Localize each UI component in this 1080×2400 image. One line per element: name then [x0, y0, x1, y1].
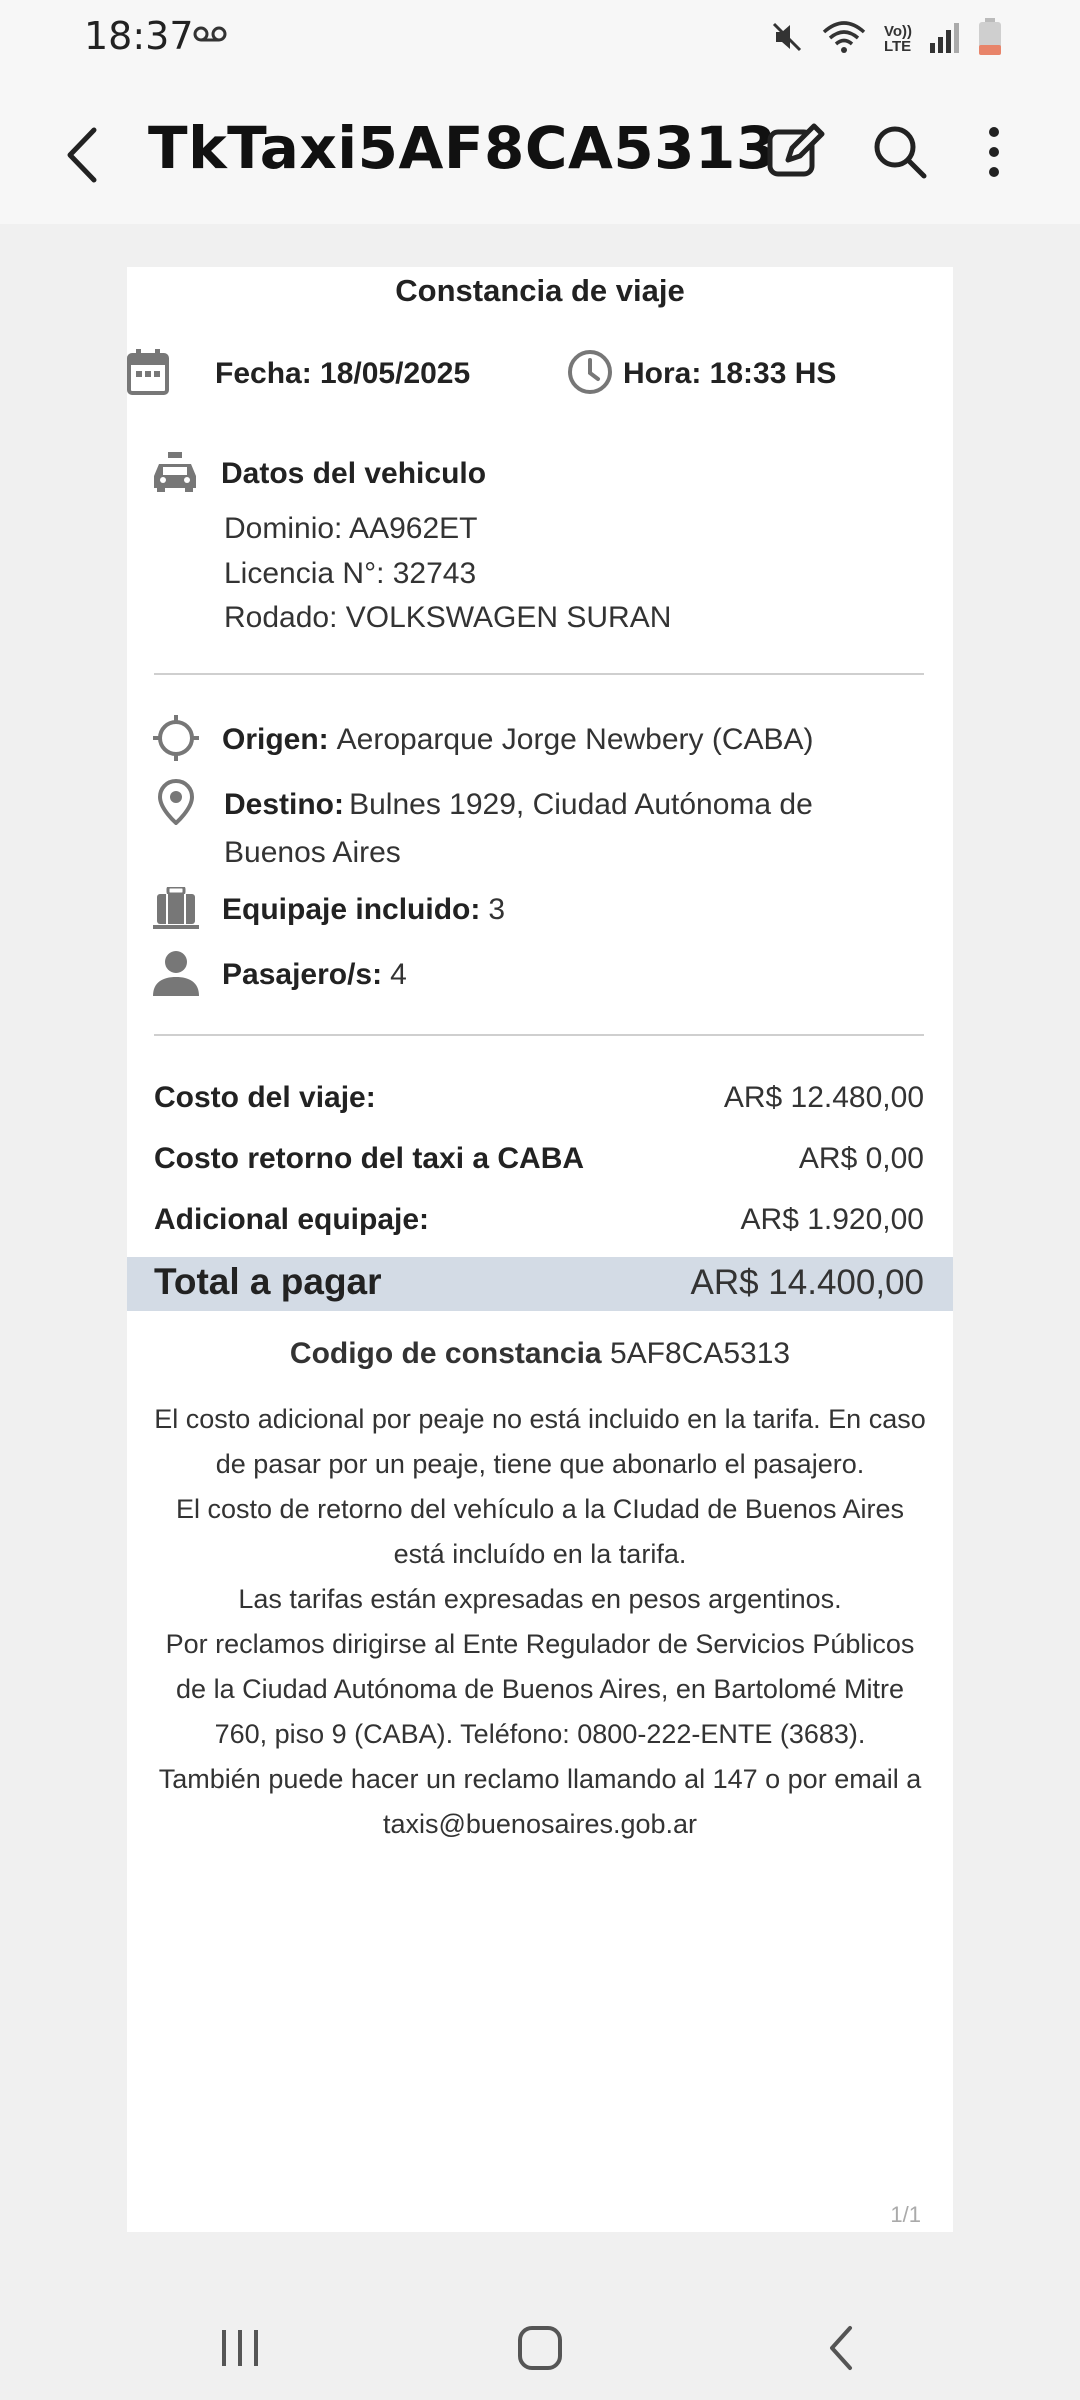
- page-number: 1/1: [890, 2202, 921, 2227]
- wifi-icon: [822, 20, 866, 58]
- time-row: [567, 349, 836, 399]
- lte-icon: [884, 24, 912, 54]
- destination-value-line1: Bulnes 1929, Ciudad Autónoma de: [349, 788, 813, 821]
- document-page: [127, 267, 953, 2232]
- clock-icon: [567, 349, 613, 399]
- vehicle-title-row: [153, 452, 486, 496]
- back-button[interactable]: [56, 120, 116, 190]
- destination-value-line2: Buenos Aires: [224, 836, 401, 869]
- origin-row: [153, 715, 814, 765]
- divider: [154, 673, 924, 675]
- legal-paragraph: El costo de retorno del vehículo a la CIudad de Buenos Aires está incluído en la tarifa.: [176, 1494, 904, 1569]
- trip-time: Hora: 18:33 HS: [623, 357, 837, 390]
- code-label: Codigo de constancia: [289, 1337, 602, 1370]
- vehicle-model: Rodado: VOLKSWAGEN SURAN: [224, 601, 672, 634]
- luggage-row: [153, 887, 505, 933]
- vehicle-license: Licencia N°: 32743: [224, 557, 477, 590]
- luggage-cost-value: AR$ 1.920,00: [740, 1203, 924, 1236]
- code-value: 5AF8CA5313: [609, 1337, 791, 1370]
- voicemail-icon: [192, 24, 228, 48]
- origin-label: Origen:: [222, 723, 329, 756]
- destination-block: [224, 783, 924, 879]
- vehicle-section-title: Datos del vehiculo: [221, 457, 487, 490]
- trip-cost-value: AR$ 12.480,00: [723, 1081, 924, 1114]
- system-navigation-bar: [0, 2290, 1080, 2400]
- nav-back-button[interactable]: [814, 2318, 874, 2378]
- legal-paragraph: El costo adicional por peaje no está incluido en la tarifa. En caso de pasar por un peaje, tiene que abonarlo el pasajero.: [154, 1404, 926, 1479]
- crosshair-icon: [153, 715, 199, 765]
- mute-icon: [770, 20, 804, 58]
- status-icons: [770, 18, 1002, 60]
- calendar-icon: [127, 349, 169, 399]
- lte-label-bottom: LTE: [883, 38, 912, 55]
- edit-button[interactable]: [762, 120, 826, 184]
- luggage-label: Equipaje incluido:: [222, 893, 481, 926]
- total-value: AR$ 14.400,00: [690, 1263, 924, 1302]
- lte-label-top: Vo)): [883, 23, 912, 40]
- legal-paragraph: Por reclamos dirigirse al Ente Regulador de Servicios Públicos de la Ciudad Autónoma de Buenos Aires, en Bartolomé Mitre 760, piso 9 (CABA). Teléfono: 0800-222-ENTE (3683).: [165, 1629, 915, 1749]
- taxi-icon: [153, 452, 197, 496]
- constancia-code: [127, 1337, 953, 1371]
- document-title: TkTaxi5AF8CA5313: [148, 114, 777, 182]
- document-heading: Constancia de viaje: [395, 273, 685, 308]
- passengers-label: Pasajero/s:: [222, 958, 383, 991]
- search-button[interactable]: [868, 120, 932, 184]
- app-toolbar: [0, 80, 1080, 224]
- passengers-row: [153, 950, 407, 1000]
- luggage-cost-label: Adicional equipaje:: [154, 1203, 430, 1236]
- trip-date: Fecha: 18/05/2025: [215, 357, 471, 390]
- status-bar: [0, 0, 1080, 80]
- return-cost-value: AR$ 0,00: [798, 1142, 924, 1175]
- signal-icon: [930, 21, 960, 57]
- total-band: [127, 1257, 953, 1311]
- trip-cost-label: Costo del viaje:: [154, 1081, 376, 1114]
- status-time: 18:37: [84, 14, 194, 58]
- luggage-icon: [153, 887, 199, 933]
- more-options-button[interactable]: [962, 120, 1026, 184]
- vehicle-domain: Dominio: AA962ET: [224, 512, 478, 545]
- origin-value: Aeroparque Jorge Newbery (CABA): [336, 723, 814, 756]
- return-cost-label: Costo retorno del taxi a CABA: [154, 1142, 585, 1175]
- date-row: [127, 349, 470, 399]
- person-icon: [153, 950, 199, 1000]
- legal-notes: [147, 1397, 933, 1847]
- battery-icon: [978, 18, 1002, 60]
- home-button[interactable]: [510, 2318, 570, 2378]
- legal-paragraph: También puede hacer un reclamo llamando al 147 o por email a taxis@buenosaires.gob.ar: [158, 1764, 922, 1839]
- luggage-value: 3: [488, 893, 506, 926]
- legal-paragraph: Las tarifas están expresadas en pesos argentinos.: [238, 1584, 842, 1614]
- passengers-value: 4: [390, 958, 407, 991]
- destination-label: Destino:: [224, 788, 344, 821]
- location-pin-icon: [157, 779, 195, 829]
- divider: [154, 1034, 924, 1036]
- total-label: Total a pagar: [154, 1261, 382, 1302]
- recent-apps-button[interactable]: [210, 2318, 270, 2378]
